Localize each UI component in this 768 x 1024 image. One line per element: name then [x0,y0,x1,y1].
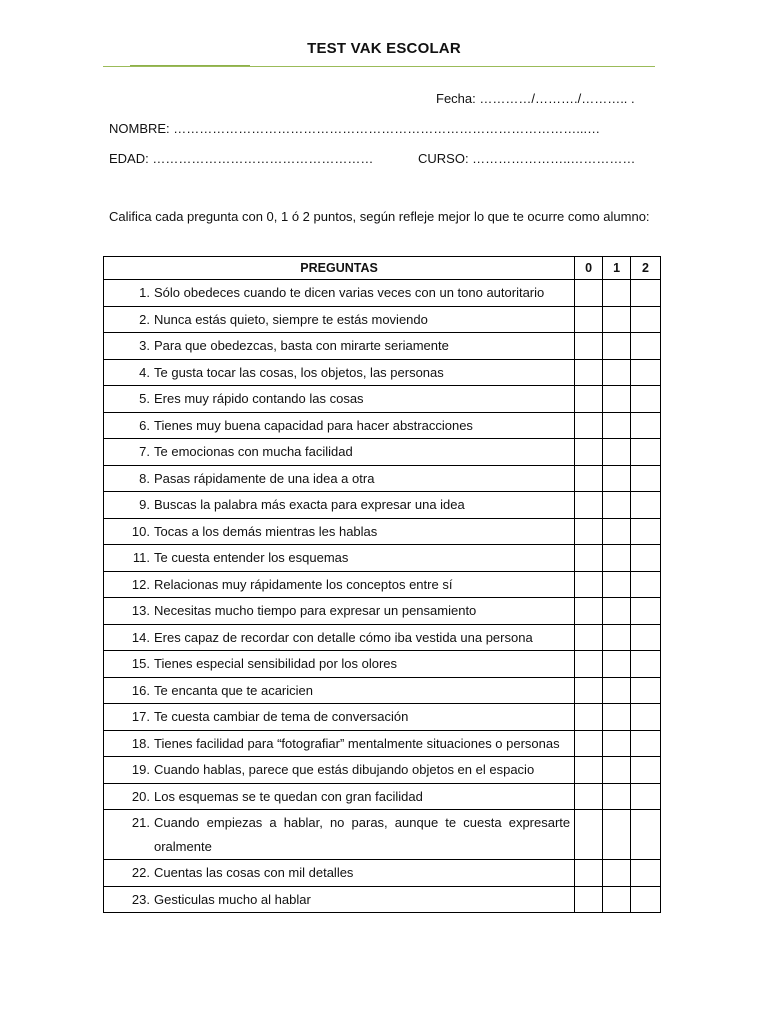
score-0-cell[interactable] [575,598,603,625]
score-0-cell[interactable] [575,783,603,810]
question-cell [104,333,575,360]
score-0-cell[interactable] [575,465,603,492]
score-2-cell[interactable] [631,492,661,519]
score-1-cell[interactable] [603,280,631,307]
question-cell [104,624,575,651]
question-number: 5. [139,391,150,406]
score-1-cell[interactable] [603,757,631,784]
score-2-cell[interactable] [631,465,661,492]
question-number: 20. [131,788,150,804]
question-text: Cuando empiezas a hablar, no paras, aunque te cuesta expresarte oralmente [154,815,571,854]
question-text: Te cuesta cambiar de tema de conversación [154,709,409,724]
score-2-cell[interactable] [631,677,661,704]
question-cell [104,783,575,810]
score-0-cell[interactable] [575,757,603,784]
question-cell [104,359,575,386]
nombre-field[interactable]: NOMBRE: …………………………………………………………………………………...… [109,121,601,136]
question-number: 23. [131,891,150,907]
table-row [104,886,661,913]
score-2-cell[interactable] [631,651,661,678]
table-row [104,651,661,678]
score-0-cell[interactable] [575,492,603,519]
score-2-cell[interactable] [631,412,661,439]
score-2-cell[interactable] [631,783,661,810]
question-cell [104,598,575,625]
question-text: Eres capaz de recordar con detalle cómo iba vestida una persona [154,629,533,645]
table-row [104,518,661,545]
header-score-1: 1 [603,257,631,280]
header-score-0: 0 [575,257,603,280]
table-row [104,333,661,360]
table-row [104,412,661,439]
score-0-cell[interactable] [575,359,603,386]
question-number: 17. [131,709,150,724]
score-2-cell[interactable] [631,306,661,333]
question-cell [104,677,575,704]
question-cell [104,810,575,860]
question-cell [104,545,575,572]
score-1-cell[interactable] [603,886,631,913]
question-number: 12. [131,576,150,592]
score-1-cell[interactable] [603,730,631,757]
table-row [104,677,661,704]
question-text: Buscas la palabra más exacta para expresar una idea [154,497,465,512]
table-row [104,860,661,887]
score-2-cell[interactable] [631,280,661,307]
score-0-cell[interactable] [575,280,603,307]
score-2-cell[interactable] [631,704,661,731]
table-row [104,783,661,810]
question-text: Tienes muy buena capacidad para hacer abstracciones [154,417,473,433]
table-row [104,545,661,572]
score-0-cell[interactable] [575,306,603,333]
score-0-cell[interactable] [575,886,603,913]
table-row [104,598,661,625]
score-2-cell[interactable] [631,730,661,757]
question-number: 6. [139,417,150,433]
question-cell [104,518,575,545]
question-number: 8. [139,470,150,486]
score-0-cell[interactable] [575,571,603,598]
score-1-cell[interactable] [603,571,631,598]
question-text: Pasas rápidamente de una idea a otra [154,470,375,486]
question-text: Tienes especial sensibilidad por los olores [154,656,398,671]
score-0-cell[interactable] [575,412,603,439]
question-cell [104,280,575,307]
table-row [104,386,661,413]
question-number: 4. [139,364,150,380]
score-2-cell[interactable] [631,571,661,598]
question-number: 15. [131,656,150,671]
score-1-cell[interactable] [603,677,631,704]
score-2-cell[interactable] [631,386,661,413]
instructions: Califica cada pregunta con 0, 1 ó 2 puntos, según refleje mejor lo que te ocurre como alumno: [109,209,650,224]
score-2-cell[interactable] [631,860,661,887]
question-text: Sólo obedeces cuando te dicen varias veces con un tono autoritario [154,285,545,300]
question-number: 14. [131,629,150,645]
header-score-2: 2 [631,257,661,280]
question-number: 11. [132,550,150,565]
score-1-cell[interactable] [603,306,631,333]
score-0-cell[interactable] [575,730,603,757]
question-cell [104,386,575,413]
question-number: 21. [131,815,150,830]
question-cell [104,412,575,439]
question-number: 9. [139,497,150,512]
score-1-cell[interactable] [603,783,631,810]
question-number: 19. [131,762,150,777]
question-text: Eres muy rápido contando las cosas [154,391,364,406]
question-text: Tocas a los demás mientras les hablas [154,523,378,539]
score-0-cell[interactable] [575,386,603,413]
score-1-cell[interactable] [603,810,631,860]
score-2-cell[interactable] [631,810,661,860]
question-text: Te emocionas con mucha facilidad [154,444,353,459]
question-cell [104,860,575,887]
score-2-cell[interactable] [631,886,661,913]
score-2-cell[interactable] [631,439,661,466]
question-text: Gesticulas mucho al hablar [154,891,311,907]
score-1-cell[interactable] [603,386,631,413]
document-title: TEST VAK ESCOLAR [307,40,461,57]
score-0-cell[interactable] [575,624,603,651]
table-row [104,439,661,466]
question-number: 2. [139,311,150,327]
table-row [104,359,661,386]
question-text: Los esquemas se te quedan con gran facilidad [154,788,423,804]
score-1-cell[interactable] [603,333,631,360]
score-0-cell[interactable] [575,677,603,704]
question-number: 3. [139,338,150,353]
score-2-cell[interactable] [631,757,661,784]
question-text: Cuando hablas, parece que estás dibujando objetos en el espacio [154,762,535,777]
score-1-cell[interactable] [603,598,631,625]
question-text: Te encanta que te acaricien [154,682,313,698]
question-cell [104,465,575,492]
edad-field[interactable]: EDAD: …………………………………………… [109,151,374,166]
question-text: Te gusta tocar las cosas, los objetos, las personas [154,364,444,380]
table-row [104,306,661,333]
table-row [104,624,661,651]
question-text: Necesitas mucho tiempo para expresar un pensamiento [154,603,477,618]
question-number: 1. [139,285,150,300]
question-text: Relacionas muy rápidamente los conceptos entre sí [154,576,453,592]
score-1-cell[interactable] [603,465,631,492]
question-cell [104,757,575,784]
score-0-cell[interactable] [575,704,603,731]
question-number: 16. [131,682,150,698]
score-1-cell[interactable] [603,518,631,545]
question-text: Nunca estás quieto, siempre te estás moviendo [154,311,428,327]
question-text: Tienes facilidad para “fotografiar” mentalmente situaciones o personas [154,735,560,751]
header-preguntas: PREGUNTAS [104,257,575,280]
score-1-cell[interactable] [603,439,631,466]
score-2-cell[interactable] [631,624,661,651]
table-row [104,280,661,307]
question-cell [104,306,575,333]
title-underline [103,66,655,67]
score-1-cell[interactable] [603,704,631,731]
score-0-cell[interactable] [575,518,603,545]
table-row [104,704,661,731]
score-1-cell[interactable] [603,651,631,678]
score-1-cell[interactable] [603,545,631,572]
score-0-cell[interactable] [575,439,603,466]
question-number: 7. [139,444,150,459]
score-0-cell[interactable] [575,860,603,887]
score-0-cell[interactable] [575,545,603,572]
table-row [104,730,661,757]
questions-body [104,280,661,913]
score-1-cell[interactable] [603,492,631,519]
question-number: 13. [131,603,150,618]
score-2-cell[interactable] [631,545,661,572]
score-0-cell[interactable] [575,333,603,360]
score-2-cell[interactable] [631,598,661,625]
score-1-cell[interactable] [603,412,631,439]
score-0-cell[interactable] [575,651,603,678]
score-1-cell[interactable] [603,359,631,386]
questions-table [103,256,661,913]
table-row [104,757,661,784]
table-row [104,810,661,860]
table-row [104,492,661,519]
score-1-cell[interactable] [603,860,631,887]
score-2-cell[interactable] [631,359,661,386]
score-2-cell[interactable] [631,518,661,545]
question-number: 22. [131,865,150,880]
question-text: Cuentas las cosas con mil detalles [154,865,354,880]
question-text: Para que obedezcas, basta con mirarte seriamente [154,338,449,353]
question-cell [104,439,575,466]
question-number: 18. [131,735,150,751]
question-cell [104,704,575,731]
score-1-cell[interactable] [603,624,631,651]
question-cell [104,492,575,519]
score-0-cell[interactable] [575,810,603,860]
question-cell [104,730,575,757]
table-header-row [104,257,661,280]
question-cell [104,571,575,598]
score-2-cell[interactable] [631,333,661,360]
question-number: 10. [131,523,150,539]
question-cell [104,886,575,913]
curso-field[interactable]: CURSO: …………………..…………… [418,151,636,166]
question-text: Te cuesta entender los esquemas [154,550,349,565]
table-row [104,465,661,492]
fecha-field[interactable]: Fecha: …………/………./……….. . [436,91,635,106]
question-cell [104,651,575,678]
table-row [104,571,661,598]
